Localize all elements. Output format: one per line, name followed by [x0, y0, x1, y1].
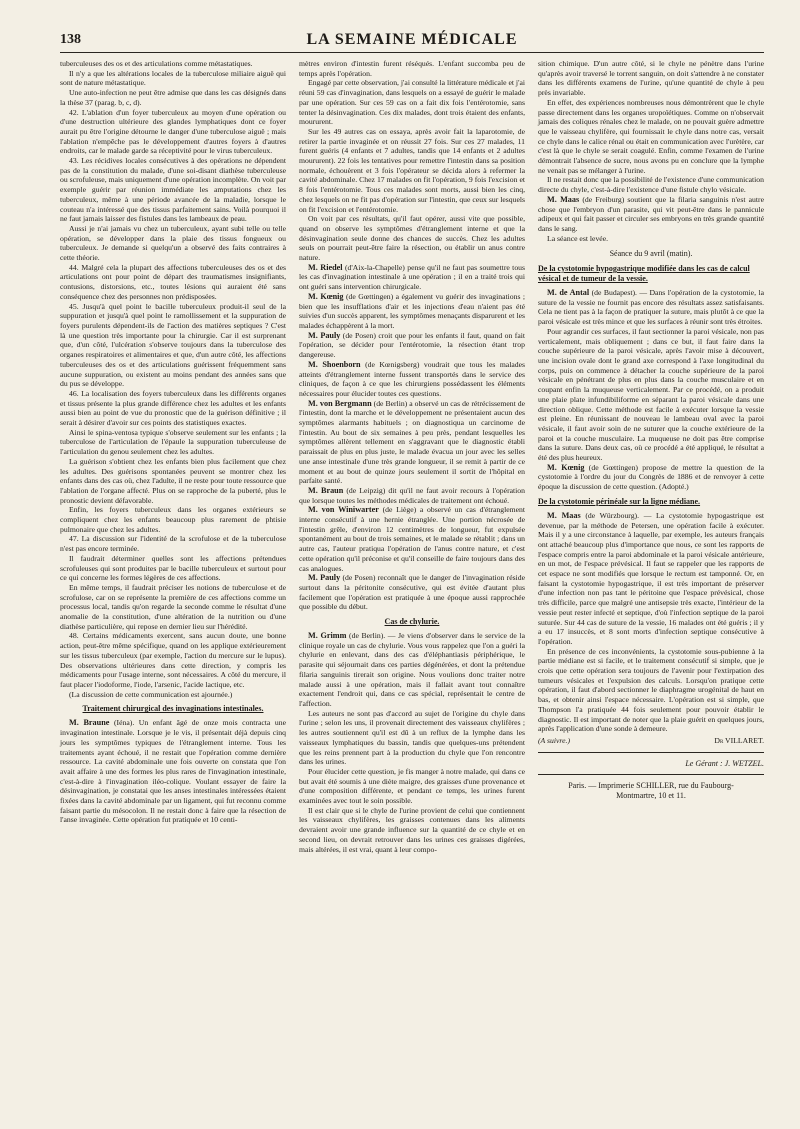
paragraph: 43. Les récidives locales consécutives à des opérations ne dépendent pas de la constitution du malade, d'une soi-disant diathèse tuberculeuse ou scrofuleuse, mais uniquement d'une opération incomplète. On voit par exemple guérir par réunion immédiate les amputations chez les tuberculeux, même à une période avancée de la maladie, lorsque le couteau n'a intéressé que des tissus parfaitement sains. Voilà pourquoi il ne faut jamais laisser des fistules dans les lambeaux de peau.: [60, 156, 286, 224]
speaker-name: M. Maas: [547, 194, 580, 204]
section-heading: De la cystotomie hypogastrique modifiée dans les cas de calcul vésical et de tumeur de la vessie.: [538, 264, 750, 284]
paragraph: Il n'y a que les altérations locales de la tuberculose miliaire aiguë qui sont de nature métastatique.: [60, 68, 286, 88]
speaker-name: M. de Antal: [547, 288, 590, 298]
paragraph-text: (de Posen) reconnaît que le danger de l'invagination réside surtout dans la péritonite consécutive, qui est évitée d'autant plus facilement que l'opération est pratiquée à une époque aussi rapprochée que possible du début.: [299, 573, 526, 612]
paragraph: Il faudrait déterminer quelles sont les affections prétendues scrofuleuses qui sont produites par le bacille tuberculeux et surtout pour ce qui concerne les formes légères de ces affections.: [60, 553, 286, 583]
paragraph: mètres environ d'intestin furent réséqués. L'enfant succomba peu de temps après l'opération.: [299, 59, 525, 78]
text-columns: [60, 59, 764, 854]
imprint-line: Montmartre, 10 et 11.: [616, 791, 686, 801]
paragraph: [299, 573, 525, 612]
paragraph: (La discussion de cette communication est ajournée.): [69, 689, 233, 699]
paragraph-text: (de Budapest). — Dans l'opération de la cystotomie, la suture de la vessie ne fournit pas encore des résultats assez satisfaisants. Cela ne tient pas à la façon de pratiquer la suture, mais plutôt à ce que la paroi vésicale est très mince et que les surfaces à réunir sont très étroites.: [538, 288, 764, 327]
paragraph: sition chimique. D'un autre côté, si le chyle ne pénètre dans l'urine qu'après avoir traversé le torrent sanguin, on doit s'attendre à ne constater dans les différents examens de l'urine, qu'une quantité de chyle à peu près invariable.: [538, 59, 764, 98]
paragraph: Ainsi le spina-ventosa typique s'observe seulement sur les enfants ; la tuberculose de l'articulation de l'épaule la suppuration tuberculeuse de l'articulation du genou seulement chez les adultes.: [60, 427, 286, 457]
section-heading: Traitement chirurgical des invaginations intestinales.: [82, 704, 264, 714]
speaker-name: M. von Winiwarter: [308, 505, 379, 515]
paragraph: [299, 631, 525, 709]
paragraph: 46. La localisation des foyers tuberculeux dans les différents organes et tissus présente la plus grande différence chez les adultes et les enfants aussi bien au point de vue du pronostic que de la guérison définitive ; il serait à désirer d'avoir sur ces points des statistiques exactes.: [60, 388, 286, 428]
speaker-name: M. Pauly: [308, 573, 341, 583]
speaker-name: M. Kœnig: [308, 291, 344, 301]
paragraph: 48. Certains médicaments exercent, sans aucun doute, une bonne action, peut-être même spécifique, quand on les applique extérieurement sur les tissus tuberculeux (par exemple, l'action du mercure sur le lupus). Des observations ultérieures dans cette direction, y compris les médicaments pour l'usage interne, sont nécessaires. A côté du mercure, il faut placer l'iodoforme, l'iode, l'arsenic, l'acide lactique, etc.: [60, 631, 286, 689]
paragraph: Il est clair que si le chyle de l'urine provient de celui que contiennent les vaisseaux chylifères, les graisses contenues dans les aliments devraient avoir une grande influence sur la quantité de ce chyle et en second lieu, on devrait retrouver dans les urines ces graisses digérées, mais altérées, il est vrai, quant à leur compo-: [299, 805, 525, 854]
paragraph: Il ne restait donc que la possibilité de l'existence d'une communication directe du chyle, c'est-à-dire l'existence d'une fistule chylo vésicale.: [538, 175, 764, 195]
paragraph: [60, 718, 286, 825]
session-date: Séance du 9 avril (matin).: [609, 249, 693, 259]
journal-title: LA SEMAINE MÉDICALE: [306, 31, 518, 48]
to-be-continued: (A suivre.): [538, 736, 571, 745]
paragraph: 42. L'ablation d'un foyer tuberculeux au moyen d'une opération ou d'une destruction ultérieure des glandes lymphatiques dont ce foyer aurait pu être l'origine détourne le danger d'une tuberculose aiguë ; mais l'ablation n'empêche pas le développement d'autres foyers à d'autres endroits, car le malade garde sa réceptivité pour le virus tuberculeux.: [60, 107, 286, 156]
page-number: 138: [60, 32, 81, 47]
column-1: [60, 59, 286, 854]
paragraph-text: (de Würzbourg). — La cystotomie hypogastrique est devenue, par la méthode de Petersen, une opération facile à exécuter. Mais il y a une circonstance à laquelle, par exemple, les auteurs français ont attaché beaucoup plus d'importance que nous, ce sont les rapports de l'espace compris entre la paroi abdominale et la paroi vésicale antérieure, en un mot, de l'espace prévésical. Il faut se rappeler que les rapports de cet espace ne sont modifiés que lorsque le rectum est tamponné. Or, en faisant la cystotomie hypogastrique, il est très important de préserver d'une infection non pas tant le péritoine que l'espace prévésical, chose très difficile, parce que malgré une antisepsie très exacte, l'intérieur de la vessie peut rester infecté et septique, d'où l'infection septique de la paroi suturée. Sur 44 cas de suture de la vessie, 16 malades ont été guéris ; il y a eu 17 insuccès, et 8 sont morts d'infection septique consécutive à l'opération.: [538, 510, 764, 646]
imprint-line: Paris. — Imprimerie SCHILLER, rue du Faubourg-: [568, 781, 734, 791]
paragraph-text: (de Posen) croit que pour les enfants il faut, quand on fait l'opération, se décider pour l'entérotomie, la résection étant trop dangereuse.: [299, 330, 526, 360]
speaker-name: M. Braune: [69, 718, 110, 728]
paragraph: En même temps, il faudrait préciser les notions de tuberculose et de scrofulose, car on se représente la première de ces affections comme un processus local, tandis qu'on regarde la seconde comme le résultat d'une anomalie de la constitution, d'une altération de la nutrition ou d'une diathèse particulière, qui repose en dernier lieu sur l'hérédité.: [60, 582, 286, 631]
section-heading: Cas de chylurie.: [384, 617, 440, 627]
paragraph: Engagé par cette observation, j'ai consulté la littérature médicale et j'ai réuni 59 cas d'invagination, dans lesquels on a essayé de guérir le malade par une opération. Sur ces 59 cas on a fait dix fois l'entérotomie, sans tenter la désinvagination. Ces dix malades, dont trois étaient des enfants, moururent.: [299, 78, 525, 127]
paragraph: [299, 505, 525, 573]
paragraph: 47. La discussion sur l'identité de la scrofulose et de la tuberculose n'est pas encore terminée.: [60, 534, 286, 554]
paragraph: Une auto-infection ne peut être admise que dans les cas désignés dans la thèse 37 (parag. b, c, d).: [60, 88, 286, 107]
divider: [538, 774, 764, 775]
speaker-name: M. Kœnig: [547, 462, 585, 472]
paragraph: Pour élucider cette question, je fis manger à notre malade, qui dans ce but avait été soumis à une diète maigre, des graisses d'une provenance et d'une composition différente, et pendant ce temps, les urines furent examinées avec tout le soin possible.: [299, 766, 525, 806]
paragraph: On voit par ces résultats, qu'il faut opérer, aussi vite que possible, quand on observe les symptômes d'étranglement interne et que la désinvagination seule donne des chances de succès. Chez les adultes seuls on pourrait peut-être faire la résection, ou établir un anus contre nature.: [299, 214, 525, 263]
speaker-name: M. von Bergmann: [308, 398, 372, 408]
paragraph: [538, 463, 764, 492]
speaker-name: M. Shoenborn: [308, 359, 361, 369]
speaker-name: M. Riedel: [308, 262, 343, 272]
paragraph: La séance est levée.: [547, 233, 609, 243]
page-header: [60, 30, 764, 53]
paragraph: [299, 263, 525, 292]
paragraph-text: (de Berlin). — Je viens d'observer dans le service de la clinique royale un cas de chylurie. Vous vous rappelez que l'on a guéri la chylurie en enlevant, dans des cas d'éléphantiasis périphérique, le parasite qui séjournait dans ces parties dégénérées, et dont la prétendue filaria sanguinis tirerait son origine. Nous voulions donc traiter notre malade aussi à une opération, mais il fallait avant tout connaître exactement l'endroit qui, dans ce cas spécial, représentait le centre de l'affection.: [299, 631, 525, 708]
paragraph-text: (de Berlin) a observé un cas de rétrécissement de l'intestin, dont la marche et le développement ne présentaient aucun des symptômes alarmants habituels ; on diagnostiqua un carcinome de l'intestin. Au bout de six semaines à peu près, pendant lesquelles les symptômes allèrent tellement en s'aggravant que le diagnostic établi paraissait de plus en plus juste, le malade évacua un jour avec les selles une anse intestinale d'une très grande longueur, il se remit à partir de ce moment et au bout de quinze jours seulement il sortit de l'hôpital en parfaite santé.: [299, 398, 525, 486]
speaker-name: M. Grimm: [308, 631, 347, 641]
paragraph: Les auteurs ne sont pas d'accord au sujet de l'origine du chyle dans l'urine ; selon les uns, il provenait directement des vaisseaux chylifères ; les autres soutiennent qu'il est dû à un reflux de la lymphe dans les vaisseaux lymphatiques du bassin, tandis que quelques-uns prétendent que les reins prennent part à la production du chyle que l'on rencontre dans les urines.: [299, 708, 525, 767]
paragraph: 44. Malgré cela la plupart des affections tuberculeuses des os et des articulations ont pour point de départ des traumatismes insignifiants, contusions, distorsions, etc., toutes lésions qui auraient été sans conséquence chez des personnes non prédisposées.: [60, 262, 286, 301]
paragraph-text: (de Liège) a observé un cas d'étranglement interne consécutif à une hernie étranglée. Une portion nécrosée de l'intestin grêle, d'environ 12 centimètres de longueur, fut expulsée spontanément au bout de trois semaines, et le malade se rétablit ; dans un autre cas, l'auteur pratiqua l'opération de l'anus contre nature, et c'est cette opération qu'il préconise et qu'il conseille de faire toujours dans des cas analogues.: [299, 505, 525, 573]
paragraph-text: (de Kœnigsberg) voudrait que tous les malades atteints d'étranglement interne fussent transportés dans le service des cliniques, de façon à ce que les chirurgiens possédassent les éléments nécessaires pour élucider toutes ces questions.: [299, 359, 526, 398]
paragraph: En présence de ces inconvénients, la cystotomie sous-pubienne à la partie médiane est si facile, et le traitement consécutif si simple, que je crois que cette opération sera toujours de l'avenir pour l'extirpation des tumeurs vésicales et l'expulsion des calculs. Lorsqu'on pratique cette opération, il faut d'abord sectionner le diaphragme urogénital de haut en bas, et obtenir ainsi l'espace nécessaire. L'opération est si simple, que Thompson l'a pratiquée 44 fois seulement pour pouvoir établir le diagnostic. Il est important de noter que la plaie guérit en quelques jours, après l'application d'une sonde à demeure.: [538, 646, 764, 734]
publisher-manager: Le Gérant : J. WETZEL.: [685, 758, 764, 768]
paragraph: [538, 195, 764, 234]
paragraph-text: (de Leipzig) dit qu'il ne faut avoir recours à l'opération que lorsque toutes les méthodes médicales de traitement ont échoué.: [299, 485, 525, 505]
paragraph-text: (d'Aix-la-Chapelle) pense qu'il ne faut pas soumettre tous les cas d'invagination intestinale à une opération ; il en a traité trois qui ont guéri sans intervention chirurgicale.: [299, 262, 525, 292]
paragraph: [299, 486, 525, 505]
paragraph: Sur les 49 autres cas on essaya, après avoir fait la laparotomie, de retirer la partie invaginée et on réussit 27 fois. Sur ces 27 malades, 11 furent guéris (4 enfants et 7 adultes, tandis que 14 enfants et 2 adultes moururent). 22 fois les tentatives pour remettre l'intestin dans sa position normale, échouèrent et 3 fois l'opérateur se décida alors à refermer la cavité abdominale. Chez 17 malades on fit l'opération, 9 fois l'excision et 8 fois l'entérotomie. Tous ces malades sont morts, aussi bien les cinq, chez lesquels on ne fit pas d'opération sur l'intestin, que ceux sur lesquels on fit l'excision et l'entérotomie.: [299, 126, 525, 214]
speaker-name: M. Pauly: [308, 330, 341, 340]
paragraph: Enfin, les foyers tuberculeux dans les organes extérieurs se compliquent chez les enfants beaucoup plus rarement de phtisie pulmonaire que chez les adultes.: [60, 505, 286, 534]
paragraph: En effet, des expériences nombreuses nous démontrèrent que le chyle passe directement dans les organes uropoïétiques. Comme on n'observait jamais des coliques rénales chez le malade, on ne pouvait guère admettre que le vaisseau chylifère, qui fournissait le chyle dans notre cas, versait ce chyle dans le calice rénal ou était en communication avec l'urètère, car c'est là que le chyle se serait coagulé. Enfin, comme l'examen de l'urine démontrait l'absence de sucre, nous avons pu en conclure que la lymphe ne venait pas se mélanger à l'urine.: [538, 97, 764, 175]
paragraph: 45. Jusqu'à quel point le bacille tuberculeux produit-il seul de la suppuration et jusqu'à quel point le ramollissement et la suppuration de foyers purulents dépendent-ils de l'action des matières septiques ? C'est là une question très importante pour la chirurgie. Car il est surprenant que, d'un côté, l'ulcération s'observe toujours dans la tuberculose des organes respiratoires et alimentaires et que, d'un autre côté, les affections tuberculeuses des os et des articulations guérissent fréquemment sans aucune suppuration, ou existent au moins pendant des années sans que du pus se développe.: [60, 301, 286, 389]
column-3: [538, 59, 764, 854]
paragraph: Aussi je n'ai jamais vu chez un tuberculeux, ayant subi telle ou telle opération, se développer dans la plaie des tissus fongueux ou tuberculeux. Je demande si quelqu'un a observé des faits contraires à cette théorie.: [60, 223, 286, 263]
paragraph: [538, 288, 764, 327]
paragraph: [299, 360, 525, 399]
paragraph: Pour agrandir ces surfaces, il faut sectionner la paroi vésicale, non pas verticalement, mais obliquement ; dans ce but, il faut faire dans la couche supérieure de la paroi vésicale, après l'avoir mise à découvert, une incision ovale dont le grand axe correspond à l'axe longitudinal du corps, puis on commence à détacher la couche supérieure de la paroi vésicale en pénétrant de plus en plus dans la couche musculaire et en coupant enfin la muqueuse verticalement. Par ce procédé, on a produit une plaie plate infundibiliforme en séparant la paroi vésicale dans une direction oblique. Cette méthode est facile à exécuter lorsque la vessie est pleine. En réunissant de nouveau le lambeau oval avec la paroi vésicale, il faut avoir soin de ne suturer que la couche extérieure de la paroi et la couche musculaire. La muqueuse ne doit pas être comprise dans la suture. Dans deux cas, où ce procédé a été appliqué, le résultat a été des plus heureux.: [538, 326, 764, 463]
paragraph: La guérison s'obtient chez les enfants bien plus facilement que chez les adultes. Des guérisons spontanées peuvent se montrer chez les enfants dans des cas où, chez l'adulte, il ne reste pour toute ressource que l'ablation de l'organe affecté. Plus on se rapproche de la puberté, plus le pronostic devient défavorable.: [60, 456, 286, 505]
speaker-name: M. Maas: [547, 510, 581, 520]
divider: [538, 752, 764, 753]
paragraph: [299, 399, 525, 486]
column-2: [299, 59, 525, 854]
speaker-name: M. Braun: [308, 485, 344, 495]
paragraph: tuberculeuses des os et des articulations comme métastatiques.: [60, 59, 253, 68]
paragraph-text: (de Gœttingen) propose de mettre la question de la cystotomie à l'ordre du jour du Congrès de 1886 et de renvoyer à cette époque la discussion de cette question. (Adopté.): [538, 462, 764, 492]
printer-imprint: [538, 781, 764, 801]
section-heading: De la cystotomie périnéale sur la ligne médiane.: [538, 496, 701, 506]
paragraph-text: (de Gœttingen) a également vu guérir des invaginations ; bien que les insufflations d'air et les injections d'eau n'aient pas été suivies d'un succès apparent, les symptômes menaçants disparurent et les malades échappèrent à la mort.: [299, 291, 525, 330]
signature-line: [538, 736, 764, 746]
paragraph-text: (Iéna). Un enfant âgé de onze mois contracta une invagination intestinale. Lorsque je le vis, il présentait déjà depuis cinq jours les symptômes typiques de l'étranglement interne. Tous les traitements ayant échoué, il ne restait que l'opération comme dernière ressource. La cavité abdominale une fois ouverte on constata que l'on avait affaire à une des formes les plus rares de l'invagination intestinale, c'est-à-dire à l'invagination iléo-colique. Voulant essayer de faire la désinvagination, je constatai que les anses intestinales intéressées étaient fixées dans la cavité abdominale par un ligament, qui fut reconnu comme faisant partie du mésocolon. Il ne restait donc à faire que la résection de l'anse invaginée. Cette opération fut pratiquée et 10 centi-: [60, 718, 286, 825]
author-signature: Dr VILLARET.: [714, 736, 764, 745]
paragraph: [299, 331, 525, 360]
paragraph: [299, 292, 525, 331]
paragraph-text: (de Freiburg) soutient que la filaria sanguinis n'est autre chose que l'embryon d'un parasite, qui vit peut-être dans le pannicule adipeux et qui fait passer et circuler ses embryons en très grande quantité dans le sang.: [538, 194, 764, 233]
paragraph: [538, 511, 764, 647]
